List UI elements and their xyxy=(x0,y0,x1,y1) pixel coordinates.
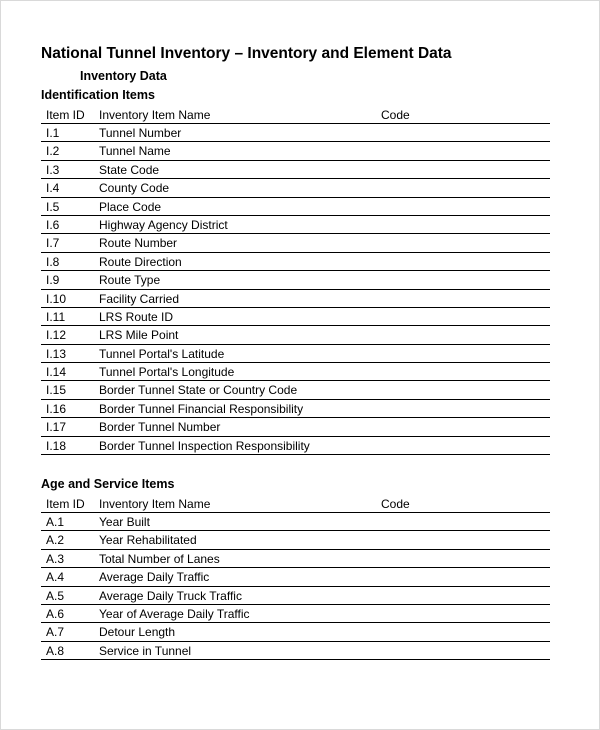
item-id-cell: I.16 xyxy=(46,401,67,416)
item-name-cell: State Code xyxy=(99,162,160,177)
item-name-cell: Year Rehabilitated xyxy=(99,533,197,548)
table-row xyxy=(41,161,550,179)
item-name-cell: Tunnel Number xyxy=(99,126,182,140)
item-name-cell: County Code xyxy=(99,181,170,196)
table-row xyxy=(41,290,550,308)
column-header-item-name: Inventory Item Name xyxy=(99,497,211,511)
item-id-cell: I.15 xyxy=(46,383,67,398)
item-name-cell: Route Direction xyxy=(99,254,182,269)
item-name-cell: Place Code xyxy=(99,199,162,214)
table-row xyxy=(41,179,550,197)
item-id-cell: A.2 xyxy=(46,533,65,548)
item-id-cell: A.6 xyxy=(46,606,65,621)
table-row xyxy=(41,531,550,549)
item-name-cell: Year of Average Daily Traffic xyxy=(99,606,250,621)
item-name-cell: Highway Agency District xyxy=(99,217,228,232)
item-name-cell: Tunnel Portal's Longitude xyxy=(99,365,235,380)
table-row xyxy=(41,623,550,641)
column-header-code: Code xyxy=(381,108,410,122)
item-name-cell: Facility Carried xyxy=(99,291,180,306)
table-row xyxy=(41,568,550,586)
table-row xyxy=(41,253,550,271)
document-title: National Tunnel Inventory – Inventory and Element Data xyxy=(41,45,452,62)
item-id-cell: I.9 xyxy=(46,273,60,288)
item-id-cell: A.5 xyxy=(46,588,65,603)
item-name-cell: Tunnel Name xyxy=(99,144,171,159)
item-id-cell: A.8 xyxy=(46,643,65,658)
table-row xyxy=(41,234,550,252)
item-id-cell: I.5 xyxy=(46,199,60,214)
item-id-cell: A.7 xyxy=(46,625,65,640)
item-id-cell: I.7 xyxy=(46,236,60,251)
item-id-cell: I.14 xyxy=(46,365,67,380)
item-name-cell: Year Built xyxy=(99,515,150,529)
item-name-cell: Total Number of Lanes xyxy=(99,551,220,566)
table-row xyxy=(41,142,550,160)
age-service-items-heading: Age and Service Items xyxy=(41,477,175,491)
item-id-cell: I.11 xyxy=(46,309,66,324)
table-row xyxy=(41,437,550,455)
table-header-row xyxy=(41,495,550,513)
item-name-cell: LRS Mile Point xyxy=(99,328,179,343)
table-row xyxy=(41,271,550,289)
item-id-cell: I.18 xyxy=(46,438,67,453)
item-name-cell: Route Type xyxy=(99,273,161,288)
item-name-cell: Average Daily Traffic xyxy=(99,570,210,585)
item-id-cell: I.4 xyxy=(46,181,60,196)
table-row xyxy=(41,513,550,531)
age-service-items-table xyxy=(41,495,550,660)
table-row xyxy=(41,381,550,399)
table-row xyxy=(41,124,550,142)
table-row xyxy=(41,216,550,234)
table-row xyxy=(41,345,550,363)
column-header-code: Code xyxy=(381,497,410,511)
item-id-cell: I.17 xyxy=(46,420,67,435)
table-header-row xyxy=(41,106,550,124)
item-name-cell: Border Tunnel State or Country Code xyxy=(99,383,298,398)
item-name-cell: Detour Length xyxy=(99,625,176,640)
item-name-cell: Tunnel Portal's Latitude xyxy=(99,346,225,361)
table-row xyxy=(41,550,550,568)
item-id-cell: I.12 xyxy=(46,328,67,343)
column-header-item-id: Item ID xyxy=(46,497,85,511)
item-id-cell: A.4 xyxy=(46,570,65,585)
item-name-cell: Border Tunnel Number xyxy=(99,420,221,435)
item-name-cell: LRS Route ID xyxy=(99,309,174,324)
document-subtitle: Inventory Data xyxy=(80,69,167,83)
item-id-cell: I.1 xyxy=(46,126,60,140)
item-name-cell: Border Tunnel Financial Responsibility xyxy=(99,401,304,416)
item-name-cell: Service in Tunnel xyxy=(99,643,192,658)
item-id-cell: A.3 xyxy=(46,551,65,566)
table-row xyxy=(41,418,550,436)
table-row xyxy=(41,198,550,216)
item-id-cell: I.8 xyxy=(46,254,60,269)
item-id-cell: A.1 xyxy=(46,515,65,529)
table-row xyxy=(41,326,550,344)
identification-items-table xyxy=(41,106,550,455)
item-name-cell: Border Tunnel Inspection Responsibility xyxy=(99,438,310,453)
item-id-cell: I.3 xyxy=(46,162,60,177)
item-id-cell: I.13 xyxy=(46,346,67,361)
table-row xyxy=(41,363,550,381)
item-name-cell: Average Daily Truck Traffic xyxy=(99,588,242,603)
item-id-cell: I.2 xyxy=(46,144,60,159)
item-id-cell: I.6 xyxy=(46,217,60,232)
column-header-item-name: Inventory Item Name xyxy=(99,108,211,122)
item-name-cell: Route Number xyxy=(99,236,178,251)
table-row xyxy=(41,308,550,326)
identification-items-heading: Identification Items xyxy=(41,88,155,102)
table-row xyxy=(41,587,550,605)
table-row xyxy=(41,605,550,623)
column-header-item-id: Item ID xyxy=(46,108,85,122)
table-row xyxy=(41,642,550,660)
table-row xyxy=(41,400,550,418)
item-id-cell: I.10 xyxy=(46,291,67,306)
